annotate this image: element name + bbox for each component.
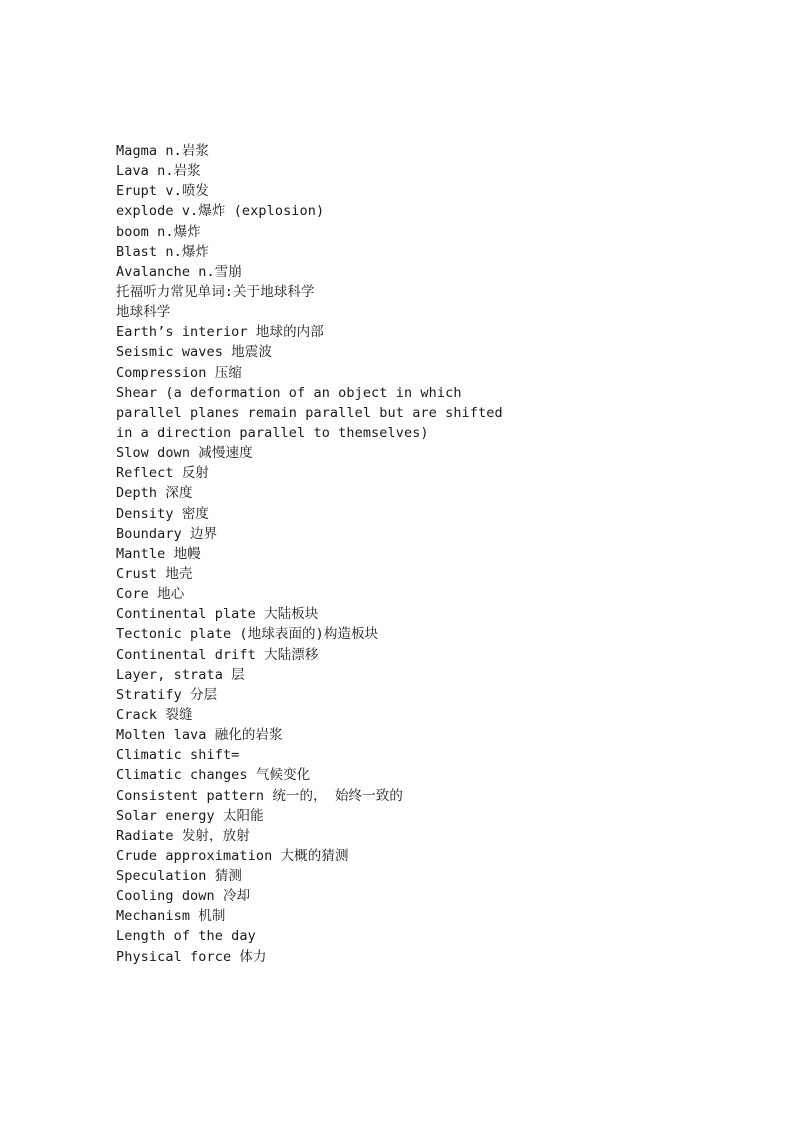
vocab-entry: Slow down 减慢速度 [116,445,253,462]
vocab-entry: boom n.爆炸 [116,223,201,240]
vocab-entry: Climatic shift= [116,747,240,764]
vocab-entry: Layer, strata 层 [116,666,245,683]
vocab-entry: Cooling down 冷却 [116,888,251,905]
vocab-entry: Reflect 反射 [116,465,210,482]
vocab-entry: Mantle 地幔 [116,545,201,562]
vocab-entry: Tectonic plate (地球表面的)构造板块 [116,626,379,643]
vocab-entry: Speculation 猜测 [116,868,242,885]
vocab-entry: Molten lava 融化的岩浆 [116,727,283,744]
vocab-entry: Compression 压缩 [116,364,242,381]
vocab-entry: Consistent pattern 统一的， 始终一致的 [116,787,403,804]
section-subheading: 地球科学 [116,304,171,321]
vocab-entry: Seismic waves 地震波 [116,344,272,361]
vocab-entry-continuation: parallel planes remain parallel but are shifted [116,404,503,421]
vocab-entry: Stratify 分层 [116,686,218,703]
vocab-entry: Shear (a deformation of an object in which [116,384,462,401]
vocab-entry: Density 密度 [116,505,210,522]
vocab-entry: Radiate 发射，放射 [116,827,250,844]
vocab-entry: Crude approximation 大概的猜测 [116,847,349,864]
vocab-entry-continuation: in a direction parallel to themselves) [116,424,429,441]
vocab-entry: Earth’s interior 地球的内部 [116,324,324,341]
vocab-entry: Crack 裂缝 [116,706,193,723]
vocab-entry: Crust 地壳 [116,565,193,582]
vocab-entry: Core 地心 [116,586,185,603]
section-heading: 托福听力常见单词:关于地球科学 [116,283,315,300]
vocabulary-list [116,141,736,967]
vocab-entry: Boundary 边界 [116,525,218,542]
vocab-entry: Continental plate 大陆板块 [116,606,319,623]
vocab-entry: explode v.爆炸 (explosion) [116,203,325,220]
vocab-entry: Length of the day [116,928,256,945]
vocab-entry: Avalanche n.雪崩 [116,263,242,280]
vocab-entry: Blast n.爆炸 [116,243,210,260]
vocab-entry: Physical force 体力 [116,948,267,965]
vocab-entry: Solar energy 太阳能 [116,807,264,824]
vocab-entry: Magma n.岩浆 [116,143,210,159]
vocab-entry: Depth 深度 [116,485,193,502]
vocab-entry: Erupt v.喷发 [116,183,210,200]
vocab-entry: Mechanism 机制 [116,908,226,925]
vocab-entry: Continental drift 大陆漂移 [116,646,319,663]
vocab-entry: Climatic changes 气候变化 [116,767,311,784]
vocab-entry: Lava n.岩浆 [116,163,201,180]
